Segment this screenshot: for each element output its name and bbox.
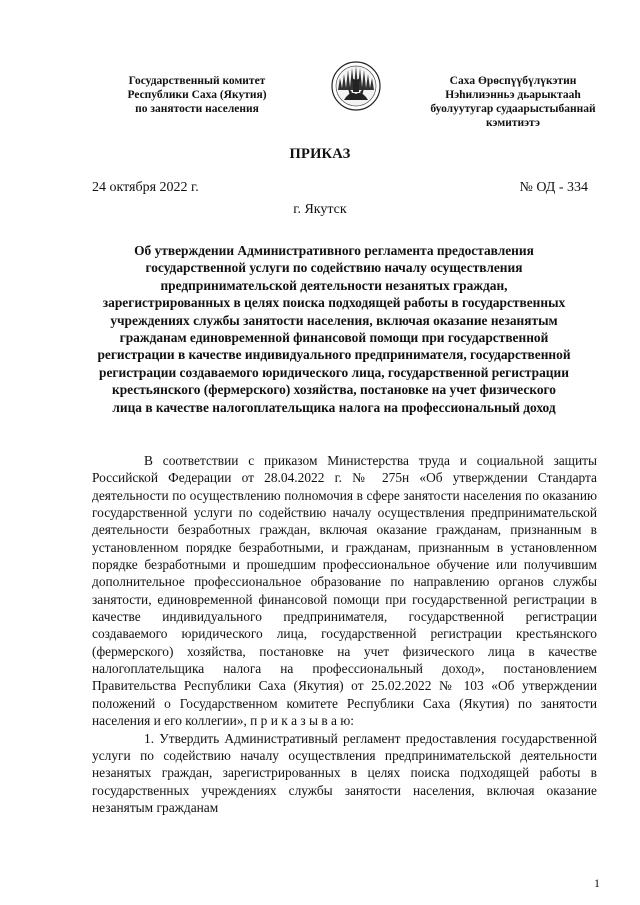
document-subject: Об утверждении Административного регламента предоставления государственной услуги по содействию началу осуществления предпринимательской деятельности незанятых граждан, зарегистрированных в целях поиска подходящей работы в государственных учреждениях службы занятости населения, включая оказание незанятым гражданам единовременной финансовой помощи при государственной регистрации в качестве индивидуального предпринимателя, государственной регистрации создаваемого юридического лица, государственной регистрации крестьянского (фермерского) хозяйства, постановке на учет физического лица в качестве налогоплательщика налога на профессиональный доход <box>97 243 571 415</box>
page-number: 1 <box>594 876 600 890</box>
issuer-line: Государственный комитет <box>128 75 266 87</box>
sakha-coat-of-arms-icon <box>330 60 382 112</box>
issuer-line: Саха Өрөспүүбүлүкэтин <box>449 75 577 87</box>
issuer-name-russian <box>102 74 292 116</box>
issuer-line: Нэһилиэнньэ дьарыктааһ <box>445 89 581 101</box>
preamble-paragraph: В соответствии с приказом Министерства труда и социальной защиты Российской Федерации от 28.04.2022 г. № 275н «Об утверждении Стандарта деятельности по осуществлению полномочия в сфере занятости населения по оказанию государственной услуги по содействию началу осуществления предпринимательской деятельности безработных граждан, включая оказание гражданам, признанным в установленном порядке безработными, и гражданам, признанным в установленном порядке безработными и прошедшим профессиональное обучение или получившим дополнительное профессиональное образование по направлению органов службы занятости, единовременной финансовой помощи при государственной регистрации в качестве индивидуального предпринимателя, государственной регистрации создаваемого юридического лица, государственной регистрации крестьянского (фермерского) хозяйства, постановке на учет физического лица в качестве налогоплательщика налога на профессиональный доход», постановлением Правительства Республики Саха (Якутия) от 25.02.2022 № 103 «Об утверждении положений о Государственном комитете Республики Саха (Якутия) по занятости населения и его коллегии», п р и к а з ы в а ю: <box>92 453 597 729</box>
issuer-line: буолуутугар судаарыстыбаннай <box>430 103 596 115</box>
document-body <box>92 452 597 816</box>
document-date: 24 октября 2022 г. <box>92 180 199 195</box>
document-city: г. Якутск <box>293 202 347 217</box>
document-type-title: ПРИКАЗ <box>289 146 351 162</box>
issuer-line: Республики Саха (Якутия) <box>127 89 267 101</box>
issuer-name-yakut <box>410 74 616 130</box>
document-number: № ОД - 334 <box>519 180 588 195</box>
issuer-line: по занятости населения <box>135 103 259 115</box>
issuer-line: кэмитиэтэ <box>486 117 540 129</box>
item-1-paragraph: 1. Утвердить Административный регламент предоставления государственной услуги по содействию началу осуществления предпринимательской деятельности незанятых граждан, зарегистрированных в целях поиска подходящей работы в государственных учреждениях службы занятости населения, включая оказание незанятым гражданам <box>92 730 597 815</box>
